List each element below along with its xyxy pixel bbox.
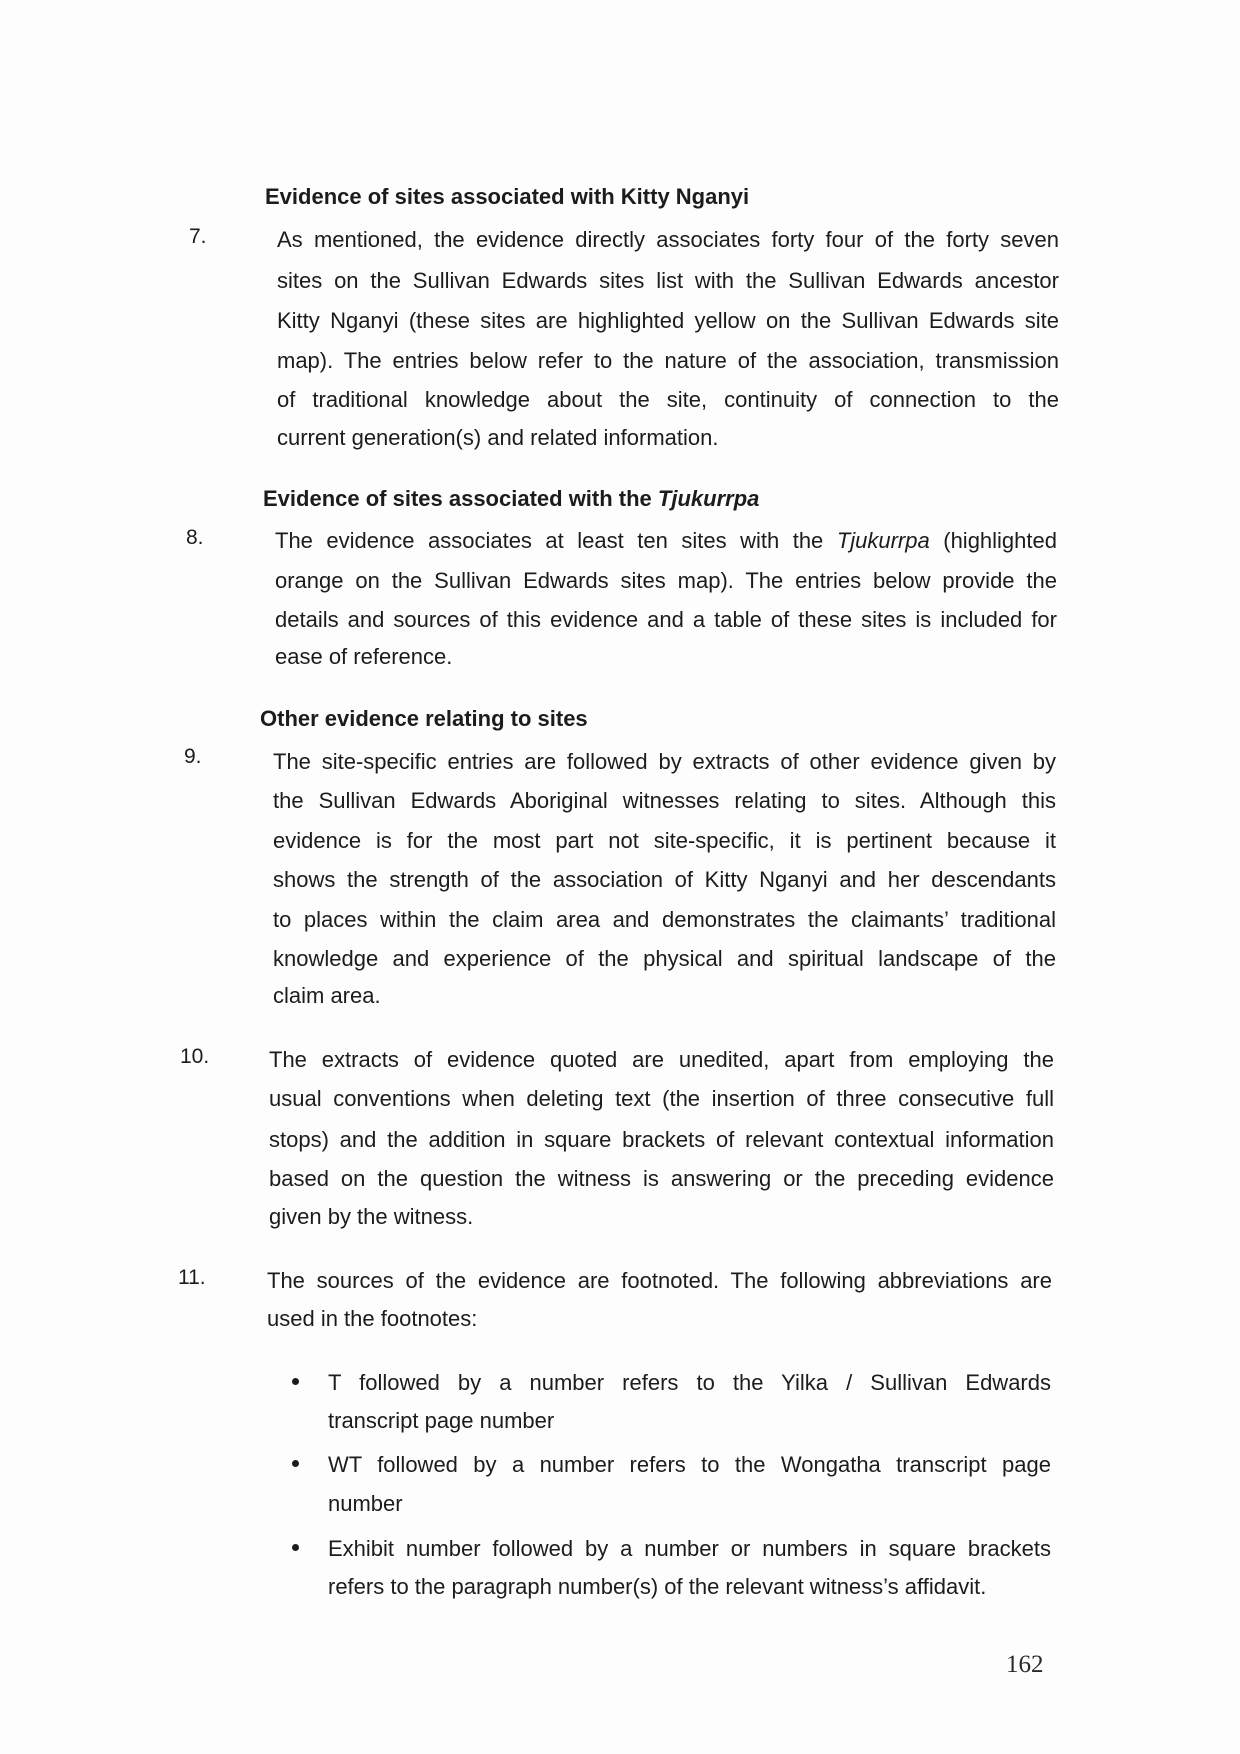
paragraph-line: the Sullivan Edwards Aboriginal witnesses relating to sites. Although this (273, 788, 1056, 813)
bullet-line: transcript page number (328, 1408, 555, 1433)
page-number: 162 (1006, 1651, 1044, 1678)
paragraph-line: current generation(s) and related information. (277, 425, 719, 450)
paragraph-line: usual conventions when deleting text (the insertion of three consecutive full (269, 1086, 1054, 1111)
bullet-icon (292, 1460, 299, 1467)
bullet-line: WT followed by a number refers to the Wongatha transcript page (328, 1452, 1051, 1477)
paragraph-line: to places within the claim area and demonstrates the claimants’ traditional (273, 907, 1056, 932)
bullet-line: refers to the paragraph number(s) of the relevant witness’s affidavit. (328, 1574, 987, 1599)
paragraph-line: based on the question the witness is answering or the preceding evidence (269, 1166, 1054, 1191)
paragraph-number: 11. (178, 1266, 206, 1289)
bullet-icon (292, 1378, 299, 1385)
paragraph-number: 8. (186, 526, 204, 549)
paragraph-line: given by the witness. (269, 1204, 474, 1229)
line-text: The evidence associates at least ten sites with the (275, 528, 837, 553)
section-heading-other-evidence: Other evidence relating to sites (260, 706, 588, 731)
paragraph-line: The extracts of evidence quoted are unedited, apart from employing the (269, 1047, 1054, 1072)
paragraph-line: evidence is for the most part not site-specific, it is pertinent because it (273, 828, 1056, 853)
paragraph-line: claim area. (273, 983, 381, 1008)
paragraph-number: 9. (184, 745, 202, 768)
heading-italic-term: Tjukurrpa (657, 486, 760, 511)
paragraph-line: knowledge and experience of the physical and spiritual landscape of the (273, 946, 1056, 971)
bullet-line: Exhibit number followed by a number or numbers in square brackets (328, 1536, 1051, 1561)
paragraph-line: As mentioned, the evidence directly associates forty four of the forty seven (277, 227, 1059, 252)
section-heading-kitty-nganyi: Evidence of sites associated with Kitty Nganyi (265, 184, 750, 209)
paragraph-line: orange on the Sullivan Edwards sites map). The entries below provide the (275, 568, 1057, 593)
paragraph-line: stops) and the addition in square brackets of relevant contextual information (269, 1127, 1054, 1152)
paragraph-line: The sources of the evidence are footnoted. The following abbreviations are (267, 1268, 1052, 1293)
paragraph-line: Kitty Nganyi (these sites are highlighted yellow on the Sullivan Edwards site (277, 308, 1059, 333)
paragraph-line: ease of reference. (275, 644, 453, 669)
bullet-line: number (328, 1491, 403, 1516)
paragraph-line: sites on the Sullivan Edwards sites list with the Sullivan Edwards ancestor (277, 268, 1059, 293)
paragraph-number: 7. (189, 225, 207, 248)
line-text: (highlighted (929, 528, 1057, 553)
section-heading-tjukurrpa (263, 484, 759, 514)
bullet-line: T followed by a number refers to the Yilka / Sullivan Edwards (328, 1370, 1051, 1395)
paragraph-number: 10. (180, 1045, 210, 1068)
heading-text: Evidence of sites associated with the (263, 486, 658, 511)
paragraph-line: The site-specific entries are followed by extracts of other evidence given by (273, 749, 1056, 774)
paragraph-line: shows the strength of the association of Kitty Nganyi and her descendants (273, 867, 1056, 892)
paragraph-line (275, 526, 1057, 556)
paragraph-line: map). The entries below refer to the nature of the association, transmission (277, 348, 1059, 373)
paragraph-line: used in the footnotes: (267, 1306, 478, 1331)
paragraph-line: of traditional knowledge about the site, continuity of connection to the (277, 387, 1059, 412)
italic-term: Tjukurrpa (836, 528, 930, 553)
paragraph-line: details and sources of this evidence and a table of these sites is included for (275, 607, 1057, 632)
bullet-icon (292, 1544, 299, 1551)
